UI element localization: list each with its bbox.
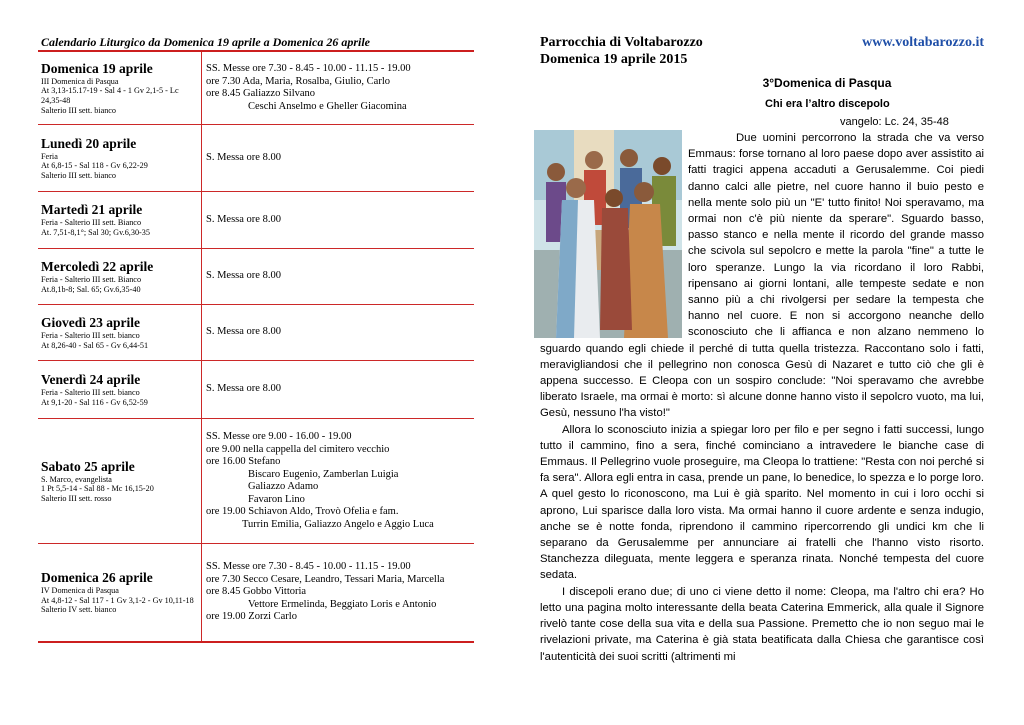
day-name: Domenica 26 aprile <box>41 570 153 586</box>
mass-times: S. Messa ore 8.00 <box>201 305 474 360</box>
calendar-row: Lunedì 20 aprile Feria At 6,8-15 - Sal 118 - Gv 6,22-29 Salterio III sett. bianco S. Messa ore 8.00 <box>38 125 474 192</box>
mass-times: S. Messa ore 8.00 <box>201 249 474 304</box>
website-link[interactable]: www.voltabarozzo.it <box>862 35 984 50</box>
bulletin-date: Domenica 19 aprile 2015 <box>540 52 688 67</box>
calendar-row: Domenica 26 aprile IV Domenica di Pasqua At 4,8-12 - Sal 117 - 1 Gv 3,1-2 - Gv 10,11-18 Salterio IV sett. bianco SS. Messe ore 7.30 - 8.45 - 10.00 - 11.15 - 19.00 ore 7.30 Secco Cesare, Leandro, Tessari Maria, Marcella ore 8.45 Gobbo Vittoria Vettore Ermelinda, Beggiato Loris e Antonio ore 19.00 Zorzi Carlo <box>38 544 474 641</box>
bulletin-page <box>540 34 984 665</box>
day-name: Mercoledì 22 aprile <box>41 258 154 274</box>
mass-times: S. Messa ore 8.00 <box>201 192 474 248</box>
bulletin-header <box>540 34 984 51</box>
article-title: Chi era l’altro discepolo <box>765 98 890 110</box>
liturgical-calendar <box>38 34 474 643</box>
day-name: Sabato 25 aprile <box>41 458 135 474</box>
mass-times: SS. Messe ore 7.30 - 8.45 - 10.00 - 11.15 - 19.00 ore 7.30 Secco Cesare, Leandro, Tessari Maria, Marcella ore 8.45 Gobbo Vittoria Vettore Ermelinda, Beggiato Loris e Antonio ore 19.00 Zorzi Carlo <box>201 544 474 641</box>
calendar-row: Sabato 25 aprile S. Marco, evangelista 1 Pt 5,5-14 - Sal 88 - Mc 16,15-20 Salterio III sett. rosso SS. Messe ore 9.00 - 16.00 - 19.00 ore 9.00 nella cappella del cimitero vecchio ore 16.00 Stefano Biscaro Eugenio, Zamberlan Luigia Galiazzo Adamo Favaron Lino ore 19.00 Schiavon Aldo, Trovò Ofelia e fam. Turrin Emilia, Galiazzo Angelo e Aggio Luca <box>38 419 474 544</box>
calendar-row: Mercoledì 22 aprile Feria - Salterio III sett. Bianco At.8,1b-8; Sal. 65; Gv.6,35-40 S. Messa ore 8.00 <box>38 249 474 305</box>
day-name: Venerdì 24 aprile <box>41 371 141 387</box>
gospel-reference: vangelo: Lc. 24, 35-48 <box>840 116 949 128</box>
paragraph: Due uomini percorrono la strada che va verso Emmaus: forse tornano al loro paese dopo aver assistito ai fatti tragici appena accaduti a Gerusalemme. Coi piedi danno calci alle pietre, nel cuore hanno il buio pesto e nella mente solo più un "E' tutto finito! Noi speravamo, ma ormai non c'è più niente da sperare". Sguardo basso, passo stanco e nella mente il ricordo del grande masso che scivola sul sepolcro e mette la parola "fine" a tutte le loro speranze. Lungo la via ricordano il loro Rabbi, ripensano ai giorni lontani, alle tempeste sedate e non sanno più a chi rivolgersi per sedare la tempesta che hanno nel cuore. E non si accorgono neanche dello sconosciuto che li affianca e non alzano nemmeno lo sguardo quando egli chiede il perché di tutta quella tristezza. Raccontano solo i fatti, meravigliandosi che il pellegrino non conosca Gesù di Nazaret e tutto ciò che gli è appena successo. E Cleopa con un sospiro conclude: "Noi speravamo che avrebbe liberato Israele, ma ormai è morto: sì alcune donne hanno visto il sepolcro vuoto, ma lui, Gesù, nessuno l'ha visto!" <box>540 132 984 420</box>
paragraph: Allora lo sconosciuto inizia a spiegar loro per filo e per segno i fatti successi, lungo tutto il cammino, fino a sera, finché cominciano a intravedere le bianche case di Emmaus. Il Pellegrino vuole proseguire, ma Cleopa lo trattiene: "Resta con noi perché si fa sera". Allora egli entra in casa, prende un pane, lo benedice, lo spezza e lo porge loro. A quel gesto lo riconoscono, ma Lui è già sparito. Nel momento in cui i loro occhi si aprono, Lui sparisce dalla loro vista. Ma ormai hanno il cuore ardente e senza indugio, anche se è notte fonda, riprendono il cammino ripercorrendo gli undici km che li separano da Gerusalemme per annunciare ai fratelli che l'hanno visto risorto. Stanchezza dileguata, mente leggera e speranza rinata. Nonché tempesta del cuore sedata. <box>540 423 984 582</box>
day-name: Domenica 19 aprile <box>41 60 153 76</box>
calendar-row: Venerdì 24 aprile Feria - Salterio III sett. bianco At 9,1-20 - Sal 116 - Gv 6,52-59 S. Messa ore 8.00 <box>38 361 474 419</box>
calendar-row: Domenica 19 aprile III Domenica di Pasqua At 3,13-15.17-19 - Sal 4 - 1 Gv 2,1-5 - Lc 24,35-48 Salterio III sett. bianco SS. Messe ore 7.30 - 8.45 - 10.00 - 11.15 - 19.00 ore 7.30 Ada, Maria, Rosalba, Giulio, Carlo ore 8.45 Galiazzo Silvano Ceschi Anselmo e Gheller Giacomina <box>38 52 474 125</box>
calendar-title: Calendario Liturgico da Domenica 19 aprile a Domenica 26 aprile <box>41 35 370 49</box>
parish-name: Parrocchia di Voltabarozzo <box>540 35 703 50</box>
mass-times: SS. Messe ore 7.30 - 8.45 - 10.00 - 11.15 - 19.00 ore 7.30 Ada, Maria, Rosalba, Giulio, Carlo ore 8.45 Galiazzo Silvano Ceschi Anselmo e Gheller Giacomina <box>201 52 474 124</box>
day-name: Martedì 21 aprile <box>41 202 143 218</box>
day-name: Giovedì 23 aprile <box>41 314 140 330</box>
day-name: Lunedì 20 aprile <box>41 135 137 151</box>
divider <box>38 641 474 643</box>
paragraph: I discepoli erano due; di uno ci viene detto il nome: Cleopa, ma l'altro chi era? Ho letto una pagina molto interessante della beata Caterina Emmerick, alla quale il Signore rivelò tante cose della sua vita e della sua Passione. Premetto che io non seguo mai le rivelazioni private, ma Caterina è già stata beatificata dalla Chiesa che garantisce così l'autenticità dei suoi scritti (altrimenti mi <box>540 585 984 663</box>
mass-times: S. Messa ore 8.00 <box>201 125 474 191</box>
emmaus-illustration <box>534 130 682 338</box>
mass-times: SS. Messe ore 9.00 - 16.00 - 19.00 ore 9.00 nella cappella del cimitero vecchio ore 16.00 Stefano Biscaro Eugenio, Zamberlan Luigia Galiazzo Adamo Favaron Lino ore 19.00 Schiavon Aldo, Trovò Ofelia e fam. Turrin Emilia, Galiazzo Angelo e Aggio Luca <box>201 419 474 543</box>
mass-times: S. Messa ore 8.00 <box>201 361 474 418</box>
calendar-row: Martedì 21 aprile Feria - Salterio III sett. Bianco At. 7,51-8,1°; Sal 30; Gv.6,30-35 S. Messa ore 8.00 <box>38 192 474 249</box>
calendar-row: Giovedì 23 aprile Feria - Salterio III sett. bianco At 8,26-40 - Sal 65 - Gv 6,44-51 S. Messa ore 8.00 <box>38 305 474 361</box>
article-body <box>540 130 984 665</box>
sunday-title: 3°Domenica di Pasqua <box>762 76 892 90</box>
